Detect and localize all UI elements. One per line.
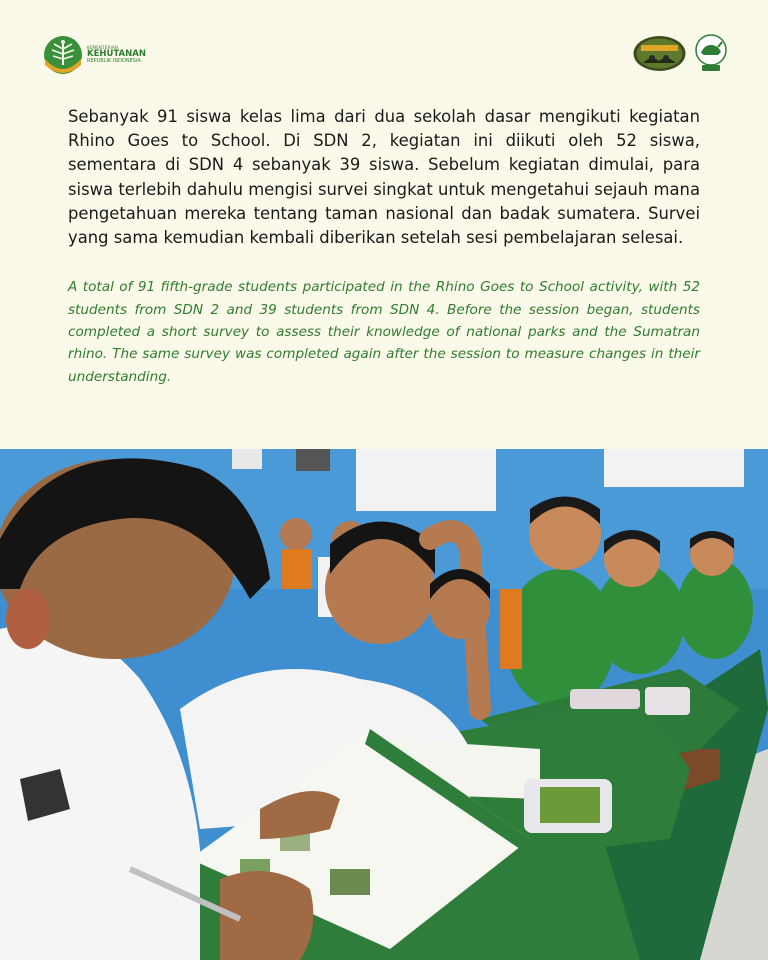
logo-line-1: KEMENTERIAN	[87, 44, 118, 50]
classroom-photo-illustration	[0, 449, 768, 960]
article-text	[68, 105, 700, 388]
paragraph-english: A total of 91 fifth-grade students participated in the Rhino Goes to School activity, with 52 students from SDN 2 and 39 students from SDN 4. Before the session began, students completed a short survey to assess their knowledge of national parks and the Sumatran rhino. The same survey was completed again after the session to measure changes in their understanding.	[68, 279, 700, 385]
logo-line-3: REPUBLIK INDONESIA	[87, 57, 141, 64]
partner-logos	[633, 33, 728, 73]
window-curtain	[604, 449, 744, 487]
header	[0, 0, 768, 90]
yabi-rhino-logo-icon	[694, 33, 728, 73]
kemenhut-tree-emblem-icon	[43, 35, 83, 75]
way-kambas-badge-icon	[633, 35, 686, 72]
classroom-photo	[0, 449, 768, 960]
kementerian-kehutanan-logo	[43, 35, 146, 75]
logo-wordmark	[87, 46, 146, 64]
window-curtain	[356, 449, 496, 511]
paragraph-indonesian: Sebanyak 91 siswa kelas lima dari dua sekolah dasar mengikuti kegiatan Rhino Goes to School. Di SDN 2, kegiatan ini diikuti oleh 52 siswa, sementara di SDN 4 sebanyak 39 siswa. Sebelum kegiatan dimulai, para siswa terlebih dahulu mengisi survei singkat untuk mengetahui sejauh mana pengetahuan mereka tentang taman nasional dan badak sumatera. Survei yang sama kemudian kembali diberikan setelah sesi pembelajaran selesai.	[68, 107, 700, 248]
logo-line-2: KEHUTANAN	[87, 49, 146, 59]
